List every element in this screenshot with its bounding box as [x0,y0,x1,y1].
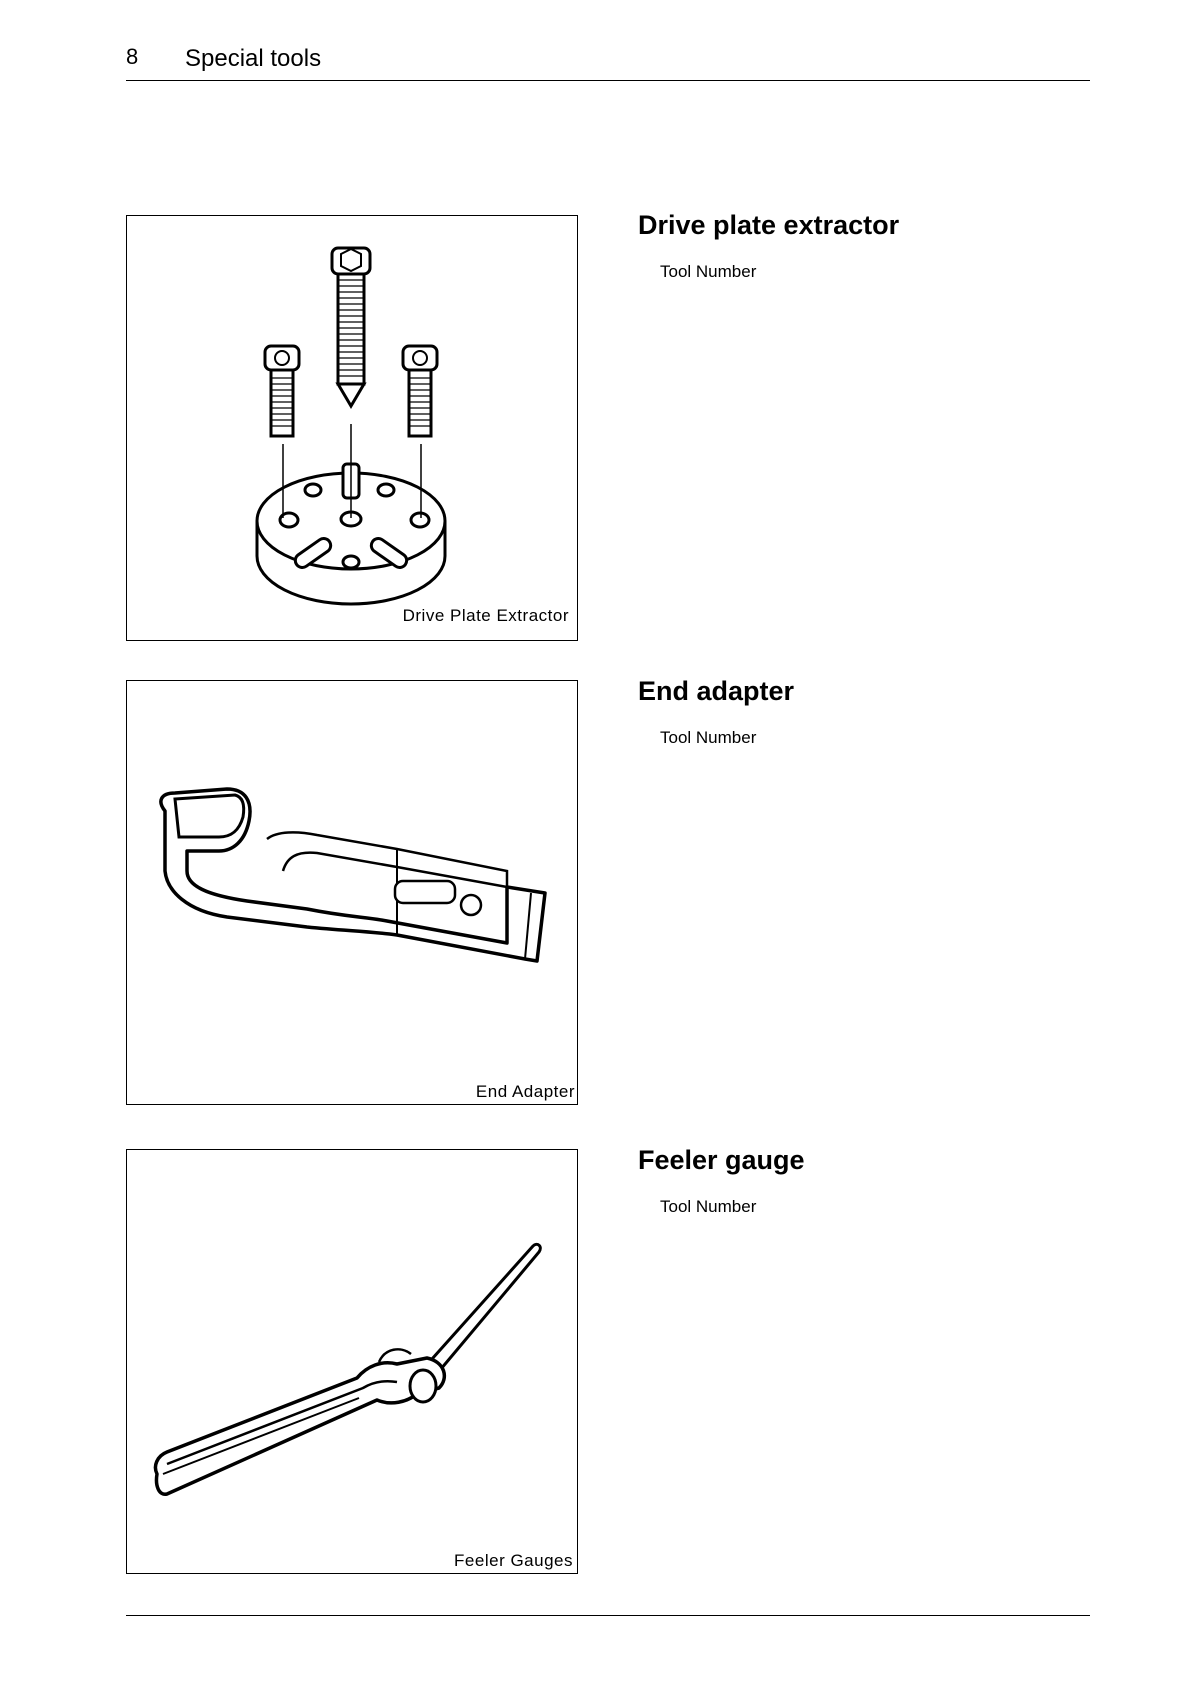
page-number: 8 [126,44,139,69]
end-adapter-icon [127,681,579,1106]
figure-end-adapter [126,680,578,1105]
tool-number-label: Tool Number [660,262,757,281]
page-title: Special tools [185,45,322,72]
tool-number-label: Tool Number [660,728,757,747]
tool-number-label: Tool Number [660,1197,757,1216]
section-title-end-adapter: End adapter [638,676,795,706]
section-title-drive-plate-extractor: Drive plate extractor [638,210,900,240]
figure-caption: Feeler Gauges [454,1551,573,1570]
drive-plate-extractor-icon [127,216,579,642]
figure-drive-plate-extractor [126,215,578,641]
page-header [126,44,1090,81]
footer-rule [126,1615,1090,1616]
feeler-gauge-icon [127,1150,579,1575]
figure-caption: End Adapter [475,1082,575,1101]
figure-feeler-gauge [126,1149,578,1574]
section-title-feeler-gauge: Feeler gauge [638,1145,805,1175]
figure-caption: Drive Plate Extractor [402,606,569,625]
